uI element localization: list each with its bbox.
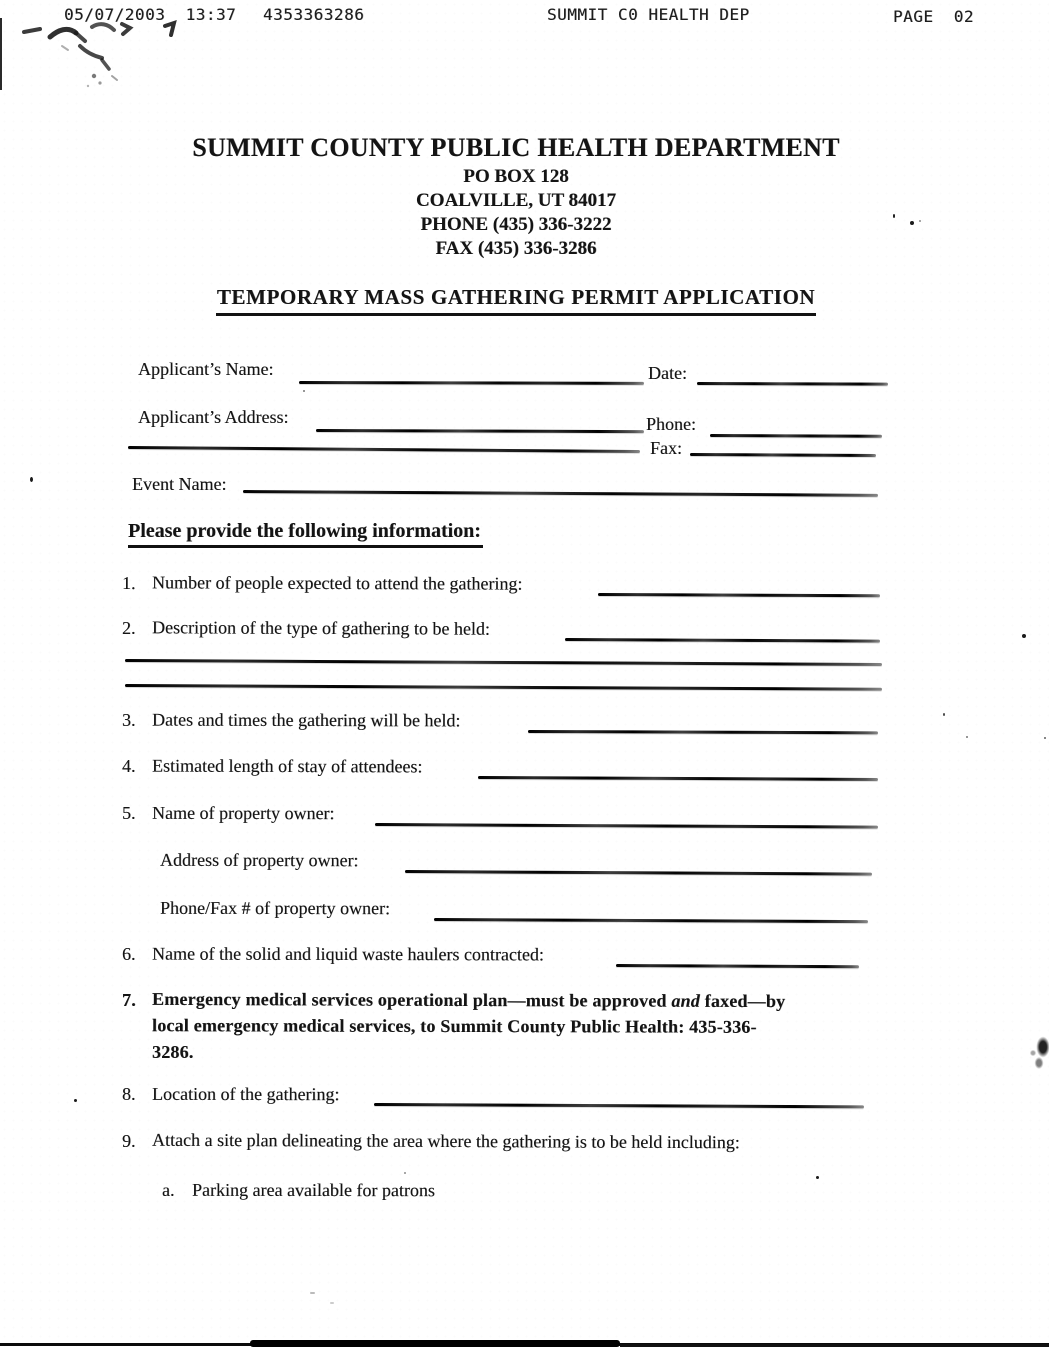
item-4-text: Estimated length of stay of attendees: [151,755,423,777]
item-5-blank-line [375,823,878,828]
scan-speck [303,390,305,392]
date-blank-line [697,382,888,385]
scan-edge-smudge [1029,1033,1049,1075]
letterhead-fax: FAX (435) 336-3286 [435,238,597,259]
scan-speck [1022,634,1026,638]
letterhead-po-box: PO BOX 128 [463,166,569,187]
form-title-row [0,285,1032,316]
scan-speck [943,713,945,716]
section-heading: Please provide the following information: [128,520,483,548]
scan-speck [404,1172,406,1174]
item-8-text: Location of the gathering: [151,1083,340,1105]
event-name-blank-line [243,490,878,496]
item-5-sub-phonefax-label: Phone/Fax # of property owner: [159,897,390,919]
item-7-line-1 [152,989,785,1012]
scan-speck [893,214,895,218]
item-9-number: 9. [122,1131,136,1151]
item-8-blank-line [374,1103,864,1108]
item-7-line-1-emphasis: and [671,990,701,1011]
event-name-label: Event Name: [132,474,227,494]
applicant-name-blank-line [299,381,644,384]
item-2-number: 2. [122,618,136,638]
fax-label: Fax: [650,438,683,458]
item-9-sub-letter: a. [162,1180,175,1200]
item-1-text: Number of people expected to attend the gathering: [151,572,523,594]
scan-speck [910,221,914,225]
item-5-sub-address-label: Address of property owner: [159,849,359,871]
scan-speck [330,1302,334,1304]
item-7-number: 7. [122,990,136,1010]
applicant-address-blank-line-2 [128,446,640,453]
fax-blank-line [690,453,876,457]
scan-speck [1044,737,1046,739]
item-9-text: Attach a site plan delineating the area where the gathering is to be held including: [151,1129,740,1153]
item-5-number: 5. [122,803,136,823]
letterhead-phone: PHONE (435) 336-3222 [420,214,612,235]
date-label: Date: [648,363,687,383]
item-2-blank-line-3 [125,684,882,690]
scan-speck [30,477,33,482]
item-5-sub-phonefax-blank-line [434,918,868,923]
item-2-blank-line-2 [125,659,882,666]
applicant-address-label: Applicant’s Address: [138,407,289,427]
item-4-number: 4. [122,756,136,776]
fax-datetime: 05/07/2003 13:37 [64,5,237,24]
scan-bottom-line-blob [250,1340,620,1347]
item-2-blank-line [565,638,880,642]
item-4-blank-line [478,776,878,781]
item-3-blank-line [528,730,878,734]
applicant-name-label: Applicant’s Name: [138,359,274,379]
fax-station-id: 4353363286 [263,5,365,24]
scan-speck [74,1099,77,1102]
letterhead-city: COALVILLE, UT 84017 [415,190,617,211]
item-7-line-2: local emergency medical services, to Summit County Public Health: 435-336- [151,1015,757,1037]
item-1-number: 1. [121,572,136,594]
item-6-text: Name of the solid and liquid waste haulers contracted: [151,943,544,965]
scan-speck [919,220,921,222]
letterhead-title: SUMMIT COUNTY PUBLIC HEALTH DEPARTMENT [192,133,840,162]
item-3-text: Dates and times the gathering will be held: [151,709,461,731]
item-9-sub-text: Parking area available for patrons [191,1179,435,1201]
item-8-number: 8. [122,1084,136,1104]
phone-label: Phone: [646,414,697,434]
item-2-text: Description of the type of gathering to be held: [151,617,490,639]
item-5-text: Name of property owner: [151,802,335,824]
item-5-sub-address-blank-line [405,870,872,875]
item-3-number: 3. [122,710,136,730]
scan-speck [966,736,968,738]
scan-smudge-artifact [22,16,222,100]
item-1-blank-line [598,593,880,597]
scan-bottom-line-segment [620,1344,1049,1347]
scan-edge-mark [0,18,2,90]
phone-blank-line [710,434,882,437]
scan-speck [816,1176,819,1179]
item-7-line-3: 3286. [152,1042,194,1062]
applicant-address-blank-line [316,429,644,433]
item-7-line-1-part-b: faxed—by [699,990,786,1012]
scan-speck [310,1292,315,1294]
item-6-blank-line [616,964,859,968]
fax-sender-name: SUMMIT C0 HEALTH DEP [547,5,750,24]
item-6-number: 6. [122,944,136,964]
item-7-line-1-part-a: Emergency medical services operational plan—must be approved [151,988,672,1011]
fax-page-number: PAGE 02 [893,7,975,26]
form-title: TEMPORARY MASS GATHERING PERMIT APPLICATION [216,285,816,316]
